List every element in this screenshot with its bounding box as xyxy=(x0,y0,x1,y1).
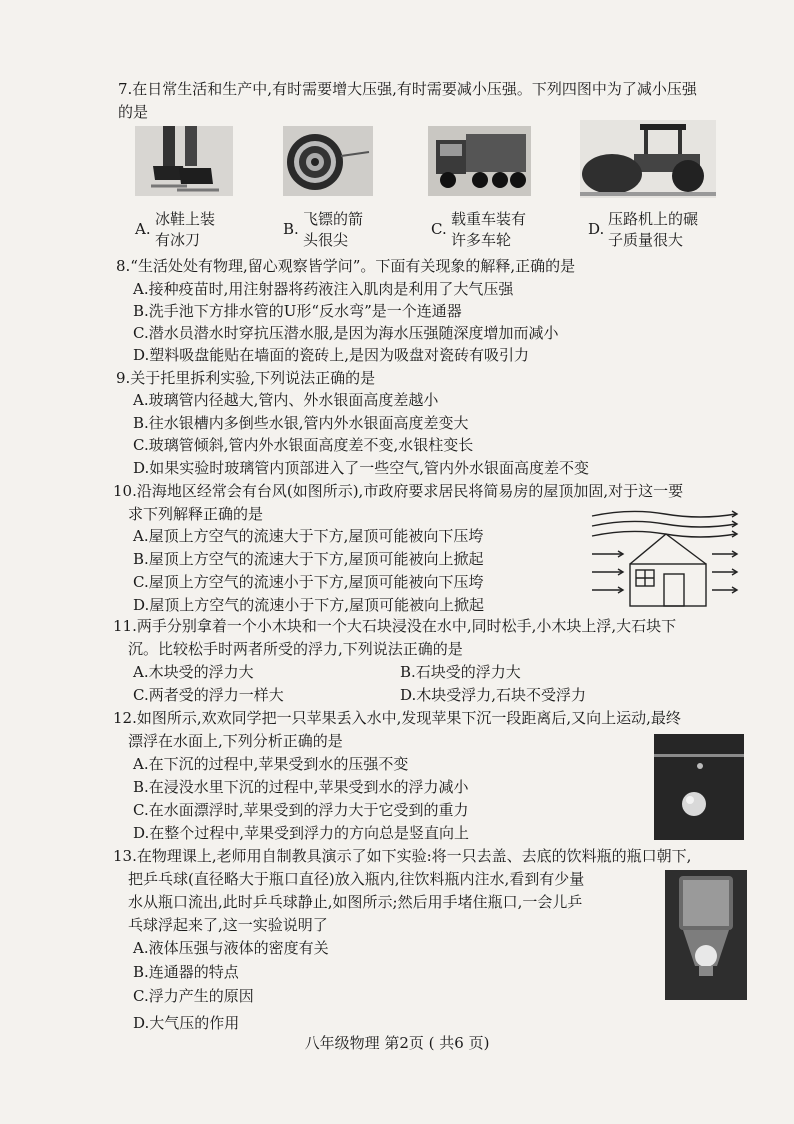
question-10-stem-2: 求下列解释正确的是 xyxy=(128,505,264,523)
q11-option-b[interactable]: B.石块受的浮力大 xyxy=(400,663,521,681)
q8-option-b[interactable]: B.洗手池下方排水管的U形“反水弯”是一个连通器 xyxy=(133,302,462,320)
question-8-stem: 8.“生活处处有物理,留心观察皆学问”。下面有关现象的解释,正确的是 xyxy=(116,257,576,275)
q10-option-a[interactable]: A.屋顶上方空气的流速大于下方,屋顶可能被向下压垮 xyxy=(133,527,484,545)
q12-option-a[interactable]: A.在下沉的过程中,苹果受到水的压强不变 xyxy=(133,755,409,773)
question-12-stem-2: 漂浮在水面上,下列分析正确的是 xyxy=(128,732,343,750)
q11-option-d[interactable]: D.木块受浮力,石块不受浮力 xyxy=(400,686,587,704)
ice-skate-image xyxy=(135,126,233,196)
road-roller-image xyxy=(580,120,716,198)
q11-option-a[interactable]: A.木块受的浮力大 xyxy=(133,663,254,681)
q7-option-b[interactable]: B. 飞镖的箭 头很尖 xyxy=(283,210,364,249)
house-wind-diagram xyxy=(590,508,740,610)
question-12-stem-1: 12.如图所示,欢欢同学把一只苹果丢入水中,发现苹果下沉一段距离后,又向上运动,最终 xyxy=(113,709,681,727)
question-7 xyxy=(118,78,697,124)
q7-option-a[interactable]: A. 冰鞋上装 有冰刀 xyxy=(135,210,216,249)
q12-option-c[interactable]: C.在水面漂浮时,苹果受到的浮力大于它受到的重力 xyxy=(133,801,469,819)
question-11-stem-1: 11.两手分别拿着一个小木块和一个大石块浸没在水中,同时松手,小木块上浮,大石块下 xyxy=(113,617,677,635)
dart-image xyxy=(283,126,373,196)
q12-option-b[interactable]: B.在浸没水里下沉的过程中,苹果受到水的浮力减小 xyxy=(133,778,469,796)
q10-option-c[interactable]: C.屋顶上方空气的流速小于下方,屋顶可能被向下压垮 xyxy=(133,573,484,591)
q11-option-c[interactable]: C.两者受的浮力一样大 xyxy=(133,686,284,704)
question-13-stem-4: 乓球浮起来了,这一实验说明了 xyxy=(128,916,328,934)
question-11-stem-2: 沉。比较松手时两者所受的浮力,下列说法正确的是 xyxy=(128,640,463,658)
question-12 xyxy=(113,707,681,753)
q9-option-d[interactable]: D.如果实验时玻璃管内顶部进入了一些空气,管内外水银面高度差不变 xyxy=(133,459,590,477)
truck-image xyxy=(428,126,531,196)
question-10-stem-1: 10.沿海地区经常会有台风(如图所示),市政府要求居民将简易房的屋顶加固,对于这一要 xyxy=(113,482,684,500)
q9-option-b[interactable]: B.往水银槽内多倒些水银,管内外水银面高度差变大 xyxy=(133,414,469,432)
q13-option-d[interactable]: D.大气压的作用 xyxy=(133,1014,240,1032)
q9-option-c[interactable]: C.玻璃管倾斜,管内外水银面高度差不变,水银柱变长 xyxy=(133,436,474,454)
question-11 xyxy=(113,615,676,661)
question-7-stem-1: 7.在日常生活和生产中,有时需要增大压强,有时需要减小压强。下列四图中为了减小压强 xyxy=(118,80,697,98)
question-13 xyxy=(113,845,691,937)
q13-option-b[interactable]: B.连通器的特点 xyxy=(133,963,239,981)
question-13-stem-2: 把乒乓球(直径略大于瓶口直径)放入瓶内,往饮料瓶内注水,看到有少量 xyxy=(128,870,585,888)
q13-option-a[interactable]: A.液体压强与液体的密度有关 xyxy=(133,939,329,957)
q10-option-d[interactable]: D.屋顶上方空气的流速小于下方,屋顶可能被向上掀起 xyxy=(133,596,485,614)
q8-option-d[interactable]: D.塑料吸盘能贴在墙面的瓷砖上,是因为吸盘对瓷砖有吸引力 xyxy=(133,346,530,364)
q7-option-d[interactable]: D. 压路机上的碾 子质量很大 xyxy=(588,210,699,249)
question-9-stem: 9.关于托里拆利实验,下列说法正确的是 xyxy=(116,369,376,387)
question-13-stem-1: 13.在物理课上,老师用自制教具演示了如下实验:将一只去盖、去底的饮料瓶的瓶口朝下, xyxy=(113,847,692,865)
q7-option-c[interactable]: C. 载重车装有 许多车轮 xyxy=(431,210,527,249)
q10-option-b[interactable]: B.屋顶上方空气的流速大于下方,屋顶可能被向上掀起 xyxy=(133,550,484,568)
bottle-pingpong-photo xyxy=(665,870,747,1000)
q9-option-a[interactable]: A.玻璃管内径越大,管内、外水银面高度差越小 xyxy=(133,391,439,409)
apple-in-water-photo xyxy=(654,734,744,840)
q12-option-d[interactable]: D.在整个过程中,苹果受到浮力的方向总是竖直向上 xyxy=(133,824,470,842)
q13-option-c[interactable]: C.浮力产生的原因 xyxy=(133,987,254,1005)
q8-option-c[interactable]: C.潜水员潜水时穿抗压潜水服,是因为海水压强随深度增加而减小 xyxy=(133,324,559,342)
q8-option-a[interactable]: A.接种疫苗时,用注射器将药液注入肌肉是利用了大气压强 xyxy=(133,280,514,298)
question-13-stem-3: 水从瓶口流出,此时乒乓球静止,如图所示;然后用手堵住瓶口,一会儿乒 xyxy=(128,893,583,911)
question-7-stem-2: 的是 xyxy=(118,103,149,121)
page-footer: 八年级物理 第2页 ( 共6 页) xyxy=(304,1034,490,1052)
